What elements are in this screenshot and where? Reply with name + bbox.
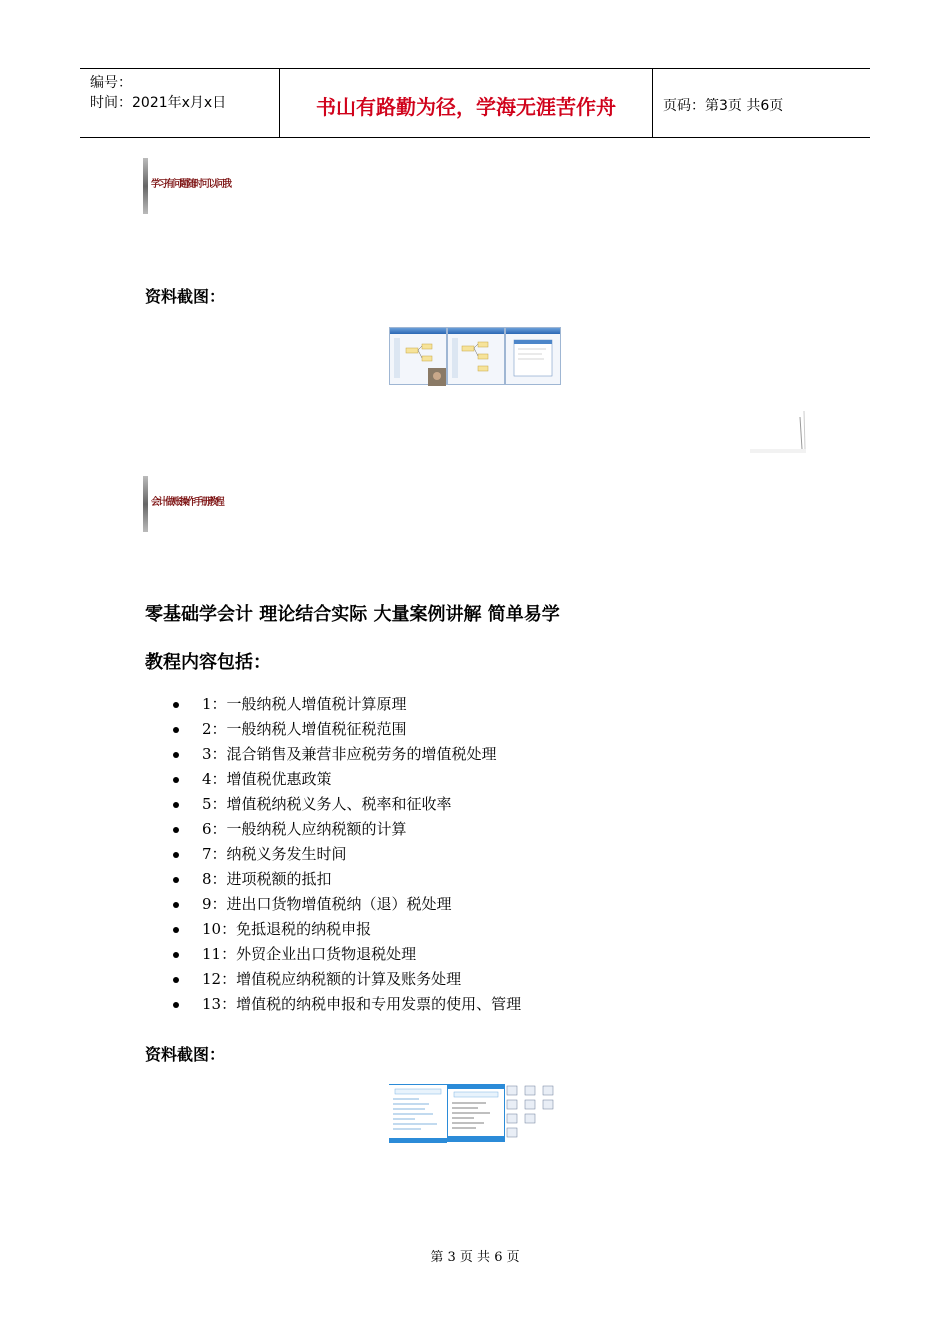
bullet-icon [173, 777, 179, 783]
list-item: 5：增值税纳税义务人、税率和征收率 [145, 792, 521, 817]
contents-label: 教程内容包括： [145, 652, 271, 673]
bullet-icon [173, 727, 179, 733]
bullet-icon [173, 702, 179, 708]
document-number: 编号： [90, 75, 132, 91]
screenshot-label-2: 资料截图： [145, 1045, 226, 1064]
banner-text: 会计做账操作手册教程 [151, 497, 223, 508]
screenshot-thumb [389, 327, 447, 385]
banner-bar [143, 476, 148, 532]
bullet-icon [173, 1002, 179, 1008]
list-item: 6：一般纳税人应纳税额的计算 [145, 817, 521, 842]
small-decorative-image [748, 405, 810, 455]
list-item: 7：纳税义务发生时间 [145, 842, 521, 867]
banner-image-2 [143, 476, 223, 532]
icon-grid-preview [505, 1084, 561, 1142]
header-meta [80, 69, 280, 137]
banner-text: 学习有问题随时可以问我 [151, 179, 231, 190]
screenshot-label-1: 资料截图： [145, 287, 226, 306]
banner-bar [143, 158, 148, 214]
bullet-icon [173, 827, 179, 833]
list-item: 13：增值税的纳税申报和专用发票的使用、管理 [145, 992, 521, 1017]
screenshot-strip-1 [389, 327, 561, 385]
bullet-icon [173, 927, 179, 933]
list-item: 4：增值税优惠政策 [145, 767, 521, 792]
course-tagline: 零基础学会计 理论结合实际 大量案例讲解 简单易学 [145, 604, 560, 625]
list-item: 10：免抵退税的纳税申报 [145, 917, 521, 942]
list-item: 3：混合销售及兼营非应税劳务的增值税处理 [145, 742, 521, 767]
dialog-preview [506, 334, 562, 386]
screenshot-thumb [447, 1084, 505, 1142]
list-item: 1：一般纳税人增值税计算原理 [145, 692, 521, 717]
bullet-icon [173, 752, 179, 758]
screenshot-thumb [447, 327, 505, 385]
flowchart-preview [390, 334, 448, 386]
bullet-icon [173, 852, 179, 858]
page-footer: 第 3 页 共 6 页 [430, 1250, 520, 1265]
list-item: 2：一般纳税人增值税征税范围 [145, 717, 521, 742]
header-motto: 书山有路勤为径，学海无涯苦作舟 [280, 69, 653, 137]
screenshot-thumb [505, 1084, 561, 1142]
topic-list [145, 692, 521, 1017]
screenshot-strip-2 [389, 1084, 561, 1142]
screenshot-thumb [389, 1084, 447, 1143]
list-item: 9：进出口货物增值税纳（退）税处理 [145, 892, 521, 917]
bullet-icon [173, 877, 179, 883]
bullet-icon [173, 977, 179, 983]
bullet-icon [173, 902, 179, 908]
list-item: 12：增值税应纳税额的计算及账务处理 [145, 967, 521, 992]
header-page-number: 页码：第3页 共6页 [663, 98, 784, 114]
list-item: 11：外贸企业出口货物退税处理 [145, 942, 521, 967]
document-preview [448, 1085, 504, 1141]
flowchart-preview [448, 334, 506, 386]
bullet-icon [173, 802, 179, 808]
bullet-icon [173, 952, 179, 958]
document-date: 时间：2021年x月x日 [90, 95, 227, 111]
list-item: 8：进项税额的抵扣 [145, 867, 521, 892]
document-preview [389, 1085, 447, 1143]
banner-image-1 [143, 158, 231, 214]
screenshot-thumb [505, 327, 561, 385]
page-header [80, 68, 870, 138]
